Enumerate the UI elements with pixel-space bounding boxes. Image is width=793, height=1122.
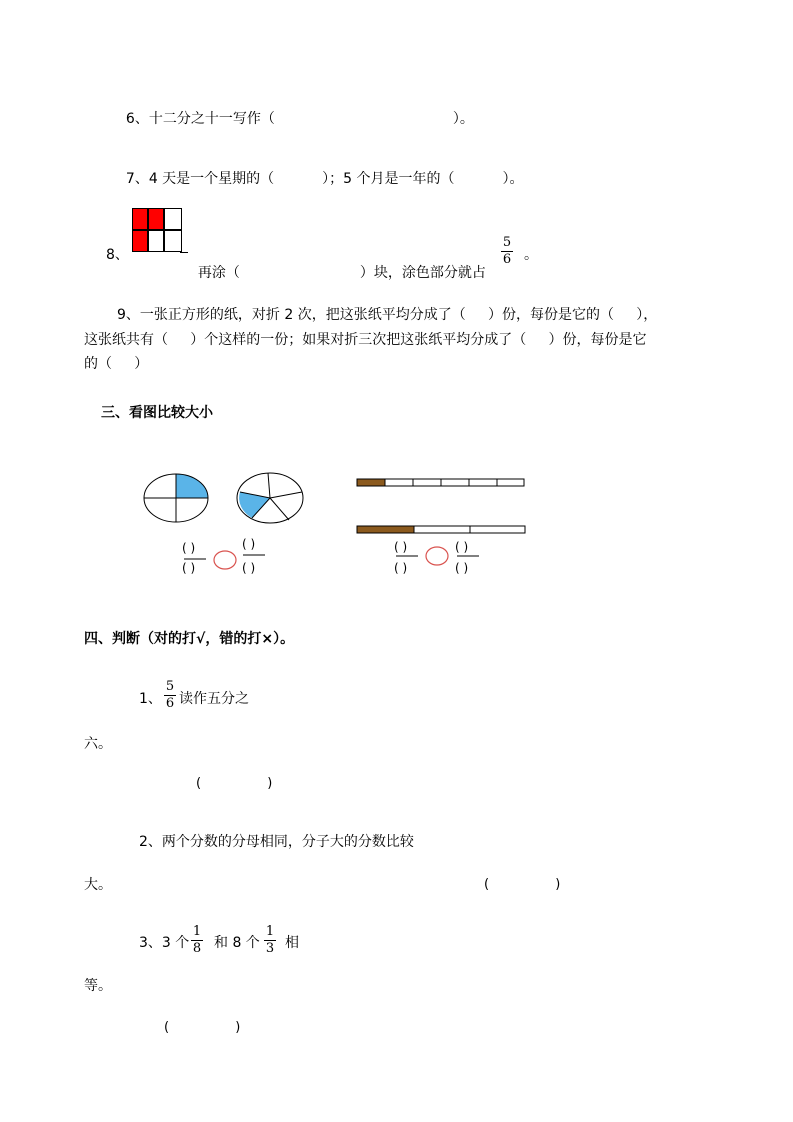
compare-circle-2 (426, 547, 448, 565)
blank-frac-3-bottom[interactable]: ( ) (394, 561, 408, 575)
judge-3-fraction-1 (190, 925, 204, 956)
judge-3-text-b: 和 8 个 (214, 935, 260, 951)
q9-line-3: 的（ ） (84, 356, 149, 372)
judge-1-number: 1、 (139, 691, 162, 707)
blank-frac-2-bottom[interactable]: ( ) (242, 561, 256, 575)
q6-end: ）。 (452, 111, 474, 127)
judge-3-text-c: 相 (285, 935, 299, 951)
judge-1-cont: 六。 (84, 736, 112, 752)
section-4-title: 四、判断（对的打√，错的打×）。 (84, 631, 295, 647)
blank-frac-1-bottom[interactable]: ( ) (182, 561, 196, 575)
compare-circle-1 (214, 551, 236, 569)
blank-frac-3-top[interactable]: ( ) (394, 540, 408, 554)
section-3-title: 三、看图比较大小 (101, 405, 213, 421)
q8-end: 。 (524, 247, 538, 263)
q9-line-2: 这张纸共有（ ）个这样的一份；如果对折三次把这张纸平均分成了（ ）份，每份是它 (84, 332, 647, 348)
blank-frac-4-bottom[interactable]: ( ) (455, 561, 469, 575)
frac-denominator: 8 (192, 941, 202, 956)
circle-fifths-shaded-sector (239, 492, 270, 518)
judge-1-fraction (163, 680, 177, 711)
q9-line-1: 9、一张正方形的纸，对折 2 次，把这张纸平均分成了（ ）份，每份是它的（ ）， (117, 307, 658, 323)
judge-3-cont: 等。 (84, 978, 112, 994)
frac-numerator: 5 (165, 679, 175, 694)
q8-number: 8、 (106, 247, 129, 263)
judge-3-fraction-2 (263, 925, 277, 956)
frac-numerator: 1 (192, 924, 202, 939)
circle-quarters (144, 474, 208, 522)
judge-1-answer[interactable]: ( ) (196, 776, 273, 791)
q6-text: 6、十二分之十一写作（ (125, 111, 275, 127)
judge-2-answer[interactable]: ( ) (484, 877, 561, 892)
bar-thirds-shaded (357, 526, 414, 533)
blank-frac-1-top[interactable]: ( ) (182, 541, 196, 555)
q7-text-b: ）；5 个月是一年的（ (322, 171, 455, 187)
q7-text-c: ）。 (502, 171, 524, 187)
circle-fifths (237, 473, 303, 523)
q8-text-post: ）块，涂色部分就占 (359, 265, 486, 281)
blank-frac-4-top[interactable]: ( ) (455, 540, 469, 554)
judge-2-cont: 大。 (84, 877, 112, 893)
frac-denominator: 6 (502, 252, 512, 267)
bar-sixths (357, 479, 524, 486)
frac-denominator: 6 (165, 696, 175, 711)
frac-numerator: 1 (265, 924, 275, 939)
frac-numerator: 5 (502, 235, 512, 250)
blank-frac-2-top[interactable]: ( ) (242, 537, 256, 551)
bar-thirds (357, 526, 525, 533)
judge-1-text: 读作五分之 (179, 691, 249, 707)
q7-text-a: 7、4 天是一个星期的（ (125, 171, 275, 187)
judge-3-text-a: 3、3 个 (139, 935, 190, 951)
q8-text-pre: 再涂（ (197, 265, 240, 281)
frac-denominator: 3 (265, 941, 275, 956)
judge-2-text: 2、两个分数的分母相同，分子大的分数比较 (139, 834, 414, 850)
bar-sixths-shaded (357, 479, 385, 486)
judge-3-answer[interactable]: ( ) (164, 1020, 241, 1035)
